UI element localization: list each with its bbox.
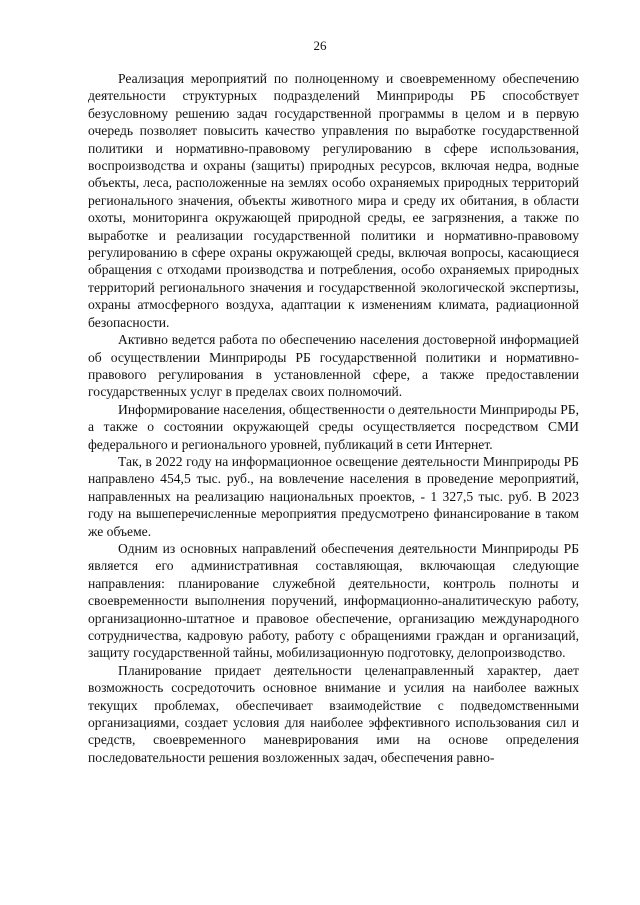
document-body <box>88 70 579 766</box>
paragraph-public-information: Активно ведется работа по обеспечению населения достоверной информацией об осуществлении Минприроды РБ государственной политики и нормативно-правового регулирования в установленной сфере, а также предоставлении государственных услуг в пределах своих полномочий. <box>88 332 579 400</box>
paragraph-funding: Так, в 2022 году на информационное освещение деятельности Минприроды РБ направлено 454,5 тыс. руб., на вовлечение населения в проведение мероприятий, направленных на реализацию национальных проектов, - 1 327,5 тыс. руб. В 2023 году на вышеперечисленные мероприятия предусмотрено финансирование в таком же объеме. <box>88 453 579 539</box>
paragraph-planning: Планирование придает деятельности целенаправленный характер, дает возможность сосредоточить основное внимание и усилия на наиболее важных текущих проблемах, обеспечивает взаимодействие с подведомственными организациями, создает условия для наиболее эффективного использования сил и средств, своевременного маневрирования ими на основе определения последовательности решения возложенных задач, обеспечения равно- <box>88 662 579 765</box>
paragraph-administrative-activity: Одним из основных направлений обеспечения деятельности Минприроды РБ является его административная составляющая, включающая следующие направления: планирование служебной деятельности, контроль полноты и своевременности выполнения поручений, информационно-аналитическую работу, организационно-штатное и правовое обеспечение, организацию международного сотрудничества, кадровую работу, работу с обращениями граждан и организаций, защиту государственной тайны, мобилизационную подготовку, делопроизводство. <box>88 540 579 661</box>
paragraph-media-informing: Информирование населения, общественности о деятельности Минприроды РБ, а также о состоянии окружающей среды осуществляется посредством СМИ федерального и регионального уровней, публикаций в сети Интернет. <box>88 401 580 452</box>
page-number: 26 <box>313 38 327 53</box>
paragraph-implementation-measures: Реализация мероприятий по полноценному и своевременному обеспечению деятельности структурных подразделений Минприроды РБ способствует безусловному решению задач государственной программы в целом и в первую очередь позволяет повысить качество управления по выработке государственной политики и нормативно-правовому регулированию в сфере использования, воспроизводства и охраны (защиты) природных ресурсов, включая недра, водные объекты, леса, расположенные на землях особо охраняемых природных территорий регионального значения, объекты животного мира и среду их обитания, в области охоты, мониторинга окружающей природной среды, ее загрязнения, а также по выработке и реализации государственной политики и нормативно-правовому регулированию в сфере охраны окружающей среды, включая вопросы, касающиеся обращения с отходами производства и потребления, особо охраняемых природных территорий регионального значения и государственной экологической экспертизы, охраны атмосферного воздуха, адаптации к изменениям климата, радиационной безопасности. <box>88 71 579 330</box>
